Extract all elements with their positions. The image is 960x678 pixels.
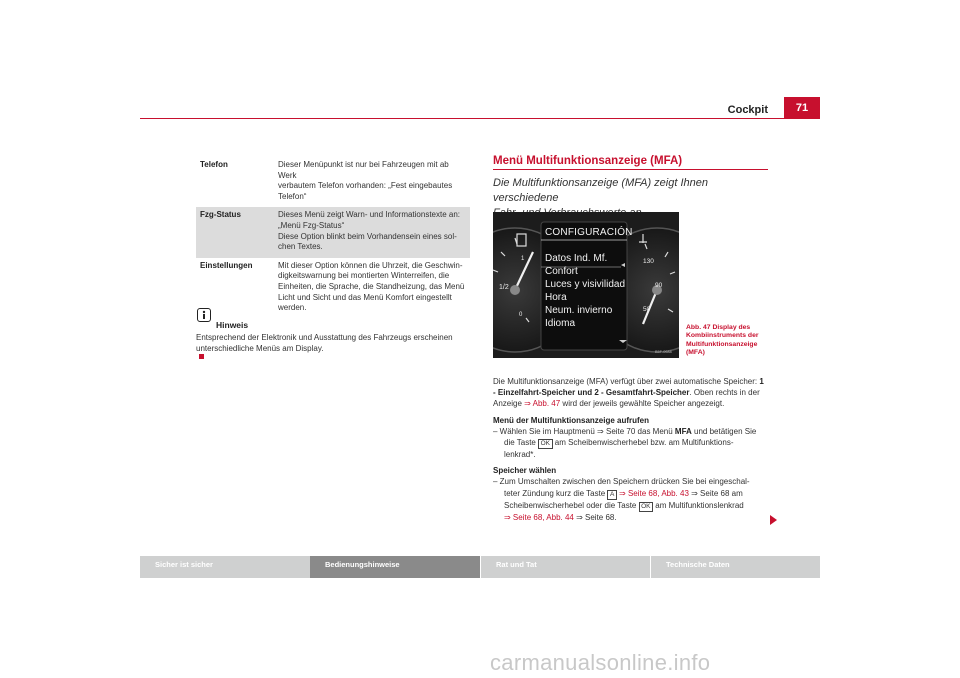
table-key: Telefon <box>200 160 228 169</box>
table-key: Einstellungen <box>200 260 253 270</box>
figure-caption: Abb. 47 Display des Kombiinstruments der Multifunktionsanzeige (MFA) <box>686 324 759 356</box>
figure-reference-link[interactable]: ⇒ Abb. 47 <box>524 399 561 409</box>
menu-options-table <box>196 157 470 319</box>
table-row <box>196 207 470 257</box>
note-text: Entsprechend der Elektronik und Ausstattung des Fahrzeugs erscheinen unterschiedliche Menüs am Display. <box>196 333 476 359</box>
page-reference-link[interactable]: ⇒ Seite 68, Abb. 44 <box>504 512 574 522</box>
table-row <box>196 157 470 207</box>
table-value: Dieses Menü zeigt Warn- und Informationstexte an: „Menü Fzg-Status“ Diese Option blinkt beim Vorhandensein eines sol- chen Textes. <box>278 210 461 252</box>
gauge-label: 90 <box>655 282 663 289</box>
display-menu-header: CONFIGURACIÓN <box>545 227 633 238</box>
note-title: Hinweis <box>216 320 249 330</box>
running-header-title: Cockpit <box>727 104 768 116</box>
tab-rat-und-tat[interactable]: Rat und Tat <box>480 556 650 578</box>
gauge-label: 0 <box>519 312 523 318</box>
display-menu-item: Hora <box>545 292 567 303</box>
gauge-label: 1/2 <box>499 284 509 291</box>
gauge-label: 130 <box>643 258 654 265</box>
subheading: Menü der Multifunktionsanzeige aufrufen <box>493 415 650 425</box>
section-subtitle: Die Multifunktionsanzeige (MFA) zeigt Ihnen verschiedene <box>493 177 709 204</box>
page-number: 71 <box>784 97 820 119</box>
gauge-label: 50 <box>643 306 651 313</box>
table-key: Fzg-Status <box>200 210 241 220</box>
display-menu-item: Luces y visivilidad <box>545 279 626 290</box>
display-menu-list <box>545 252 625 330</box>
body-text: Die Multifunktionsanzeige (MFA) verfügt über zwei automatische Speicher: 1 - Einzelfahrt-Speicher und 2 - Gesamtfahrt-Speicher. Oben rechts in der Anzeige ⇒ Abb. 47 wird der jeweils gewählte Speicher angezeigt. Menü der Multifunktionsanzeige aufrufen – Wählen Sie im Hauptmenü ⇒ Seite 70 das Menü MFA und betätigen Sie die Taste OK am Scheibenwischerhebel bzw. am Multifunktions- lenkrad*. Speicher wählen – Zum Umschalten zwischen den Speichern drücken Sie bei eingeschal- teter Zündung kurz die Taste A ⇒ Seite 68, Abb. 43 ⇒ Seite 68 am Scheibenwischerhebel oder die Taste OK am Multifunktionslenkrad ⇒ Seite 68, Abb. 44 ⇒ Seite 68. <box>493 377 764 522</box>
display-menu-item: Datos Ind. Mf. <box>545 253 608 264</box>
display-menu-item: Confort <box>545 266 578 277</box>
instrument-cluster-figure <box>493 212 679 358</box>
gauge-label: 1 <box>521 256 525 262</box>
ok-key-symbol: OK <box>538 439 552 449</box>
continue-arrow-icon <box>770 515 777 525</box>
section-title: Menü Multifunktionsanzeige (MFA) <box>493 155 683 167</box>
a-key-symbol: A <box>607 490 616 500</box>
table-value: Mit dieser Option können die Uhrzeit, die Geschwin- digkeitswarnung bei montierten Winterreifen, die Einheiten, die Sprache, die Standheizung, das Menü Licht und Sicht und das Menü Komfort eingestellt werden. <box>278 260 465 313</box>
tab-technische-daten[interactable]: Technische Daten <box>650 556 820 578</box>
info-icon <box>197 308 211 322</box>
display-menu-item: Idioma <box>545 318 576 329</box>
watermark: carmanualsonline.info <box>490 650 711 675</box>
table-value: Dieser Menüpunkt ist nur bei Fahrzeugen mit ab Werk verbautem Telefon vorhanden: „Fest eingebautes Telefon“ <box>278 160 453 201</box>
subheading: Speicher wählen <box>493 466 557 476</box>
display-menu-item: Neum. invierno <box>545 305 613 316</box>
end-mark-icon <box>199 354 204 359</box>
section-rule <box>493 169 768 170</box>
tab-sicher-ist-sicher[interactable]: Sicher ist sicher <box>155 560 213 569</box>
ok-key-symbol: OK <box>639 502 653 512</box>
tab-bedienungshinweise[interactable]: Bedienungshinweise <box>310 556 480 578</box>
table-row <box>196 258 470 319</box>
header-rule <box>140 118 820 119</box>
figure-code: B5F-0688 <box>655 350 672 354</box>
page-reference-link[interactable]: ⇒ Seite 68, Abb. 43 <box>616 488 689 498</box>
footer-tabs <box>140 556 820 578</box>
